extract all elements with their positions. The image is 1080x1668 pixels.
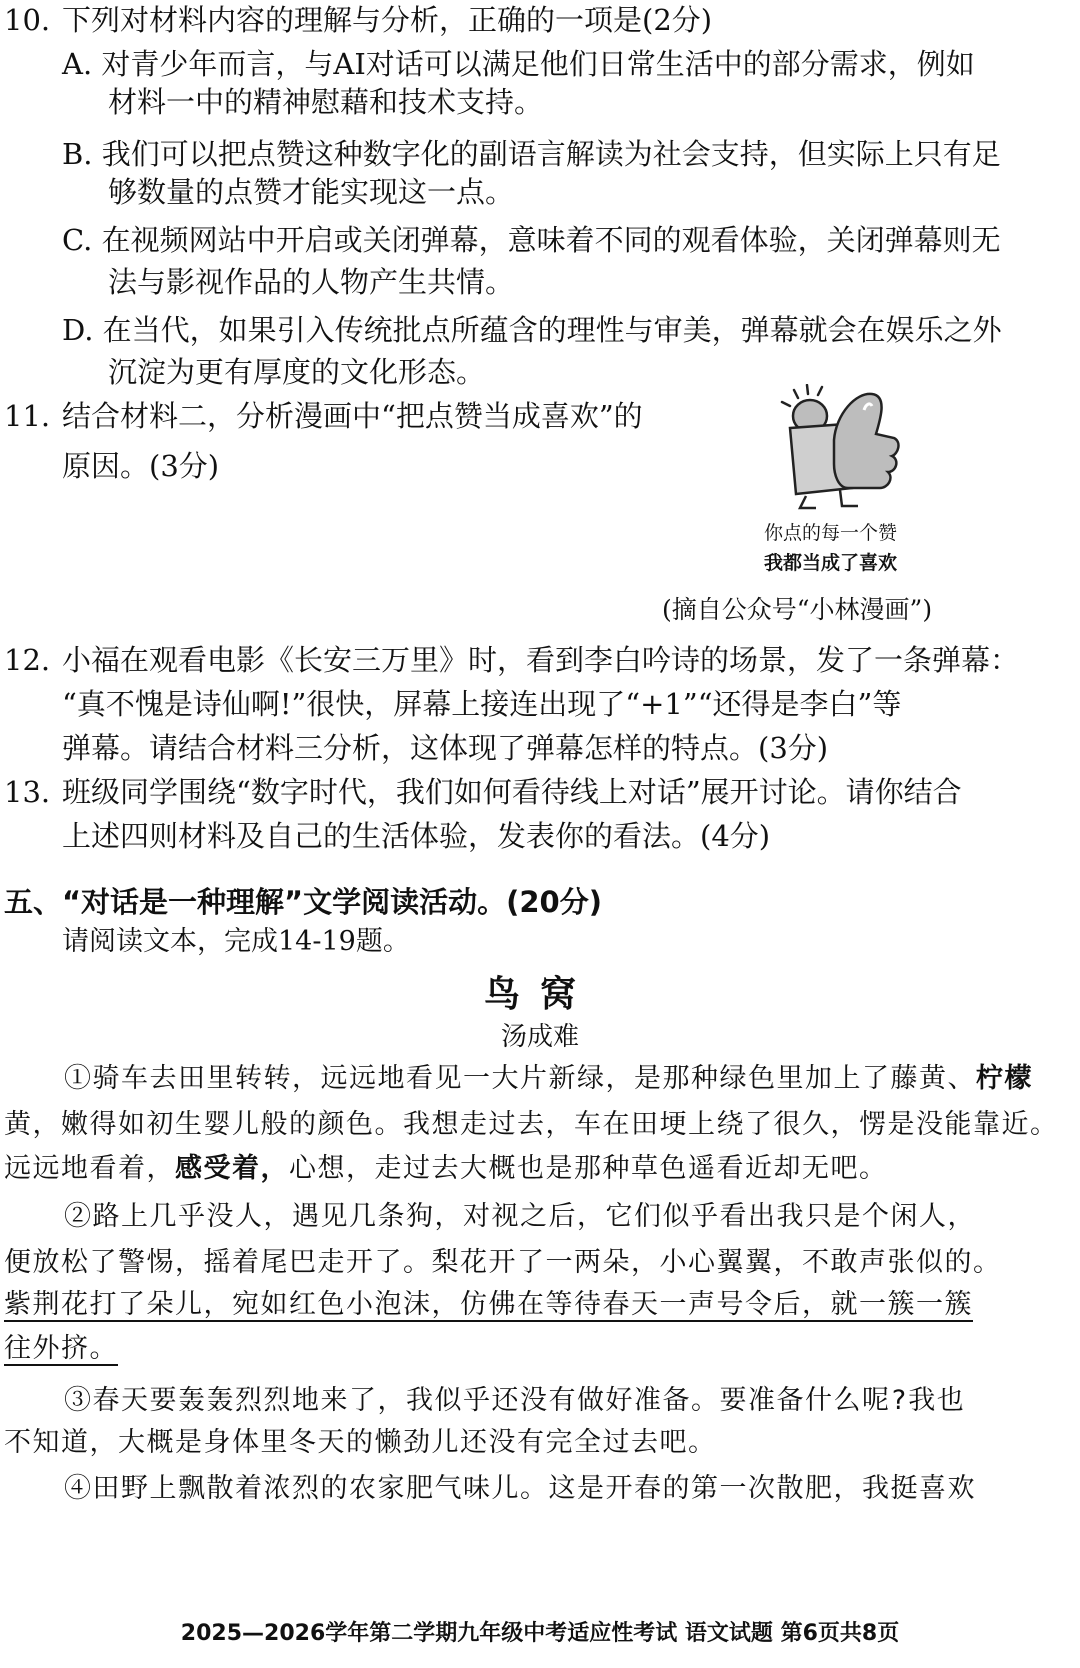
question-text-line-2: 上述四则材料及自己的生活体验，发表你的看法。(4分) xyxy=(62,819,771,853)
option-c-line-1: C. 在视频网站中开启或关闭弹幕，意味着不同的观看体验，关闭弹幕则无 xyxy=(62,223,1001,257)
paragraph-line: ③春天要轰轰烈烈地来了，我似乎还没有做好准备。要准备什么呢?我也 xyxy=(64,1385,966,1416)
bold-text: 感受着， xyxy=(175,1153,289,1184)
cartoon-thumbs-up-image xyxy=(776,384,906,514)
question-text-line-1: 结合材料二，分析漫画中“把点赞当成喜欢”的 xyxy=(62,399,643,433)
question-text-line-2: “真不愧是诗仙啊!”很快，屏幕上接连出现了“+1”“还得是李白”等 xyxy=(62,687,902,721)
option-b-line-1: B. 我们可以把点赞这种数字化的副语言解读为社会支持，但实际上只有足 xyxy=(62,137,1001,171)
paragraph-line: ②路上几乎没人，遇见几条狗，对视之后，它们似乎看出我只是个闲人， xyxy=(64,1201,976,1232)
article-title: 鸟窝 xyxy=(483,973,596,1015)
underlined-sentence-line-2: 往外挤。 xyxy=(4,1333,118,1364)
paragraph-text: ①骑车去田里转转，远远地看见一大片新绿，是那种绿色里加上了藤黄、 xyxy=(64,1063,976,1094)
option-d-line-1: D. 在当代，如果引入传统批点所蕴含的理性与审美，弹幕就会在娱乐之外 xyxy=(62,313,1002,347)
section-heading: 五、“对话是一种理解”文学阅读活动。(20分) xyxy=(4,885,602,919)
page-footer: 2025—2026学年第二学期九年级中考适应性考试 语文试题 第6页共8页 xyxy=(180,1621,900,1646)
paragraph-line: ④田野上飘散着浓烈的农家肥气味儿。这是开春的第一次散肥，我挺喜欢 xyxy=(64,1473,976,1504)
underlined-sentence-line-1: 紫荆花打了朵儿，宛如红色小泡沫，仿佛在等待春天一声号令后，就一簇一簇 xyxy=(4,1289,973,1320)
question-text-line-3: 弹幕。请结合材料三分析，这体现了弹幕怎样的特点。(3分) xyxy=(62,731,829,765)
paragraph-text: 心想，走过去大概也是那种草色遥看近却无吧。 xyxy=(289,1153,888,1184)
section-instruction: 请阅读文本，完成14-19题。 xyxy=(62,926,410,957)
cartoon-caption-line-2: 我都当成了喜欢 xyxy=(764,552,898,574)
paragraph-line xyxy=(64,1056,1033,1102)
question-number: 12. xyxy=(4,643,51,677)
question-number: 10. xyxy=(4,3,51,37)
option-a-line-2: 材料一中的精神慰藉和技术支持。 xyxy=(108,85,544,119)
question-text-line-2: 原因。(3分) xyxy=(62,449,220,483)
question-text-line-1: 班级同学围绕“数字时代，我们如何看待线上对话”展开讨论。请你结合 xyxy=(62,775,962,809)
option-a-line-1: A. 对青少年而言，与AI对话可以满足他们日常生活中的部分需求，例如 xyxy=(62,47,975,81)
paragraph-line: 便放松了警惕，摇着尾巴走开了。梨花开了一两朵，小心翼翼，不敢声张似的。 xyxy=(4,1247,1002,1278)
bold-text: 柠檬 xyxy=(976,1063,1033,1094)
cartoon-source: (摘自公众号“小林漫画”) xyxy=(662,595,933,624)
option-c-line-2: 法与影视作品的人物产生共情。 xyxy=(108,265,515,299)
paragraph-line xyxy=(4,1146,888,1192)
article-author: 汤成难 xyxy=(500,1022,579,1052)
paragraph-line: 黄，嫩得如初生婴儿般的颜色。我想走过去，车在田埂上绕了很久，愣是没能靠近。 xyxy=(4,1109,1059,1140)
question-text-line-1: 小福在观看电影《长安三万里》时，看到李白吟诗的场景，发了一条弹幕： xyxy=(62,643,1020,677)
cartoon-caption-line-1: 你点的每一个赞 xyxy=(764,522,898,544)
paragraph-line: 不知道，大概是身体里冬天的懒劲儿还没有完全过去吧。 xyxy=(4,1427,717,1458)
question-number: 11. xyxy=(4,399,51,433)
paragraph-text: 远远地看着， xyxy=(4,1153,175,1184)
option-d-line-2: 沉淀为更有厚度的文化形态。 xyxy=(108,355,486,389)
question-number: 13. xyxy=(4,775,51,809)
question-stem: 下列对材料内容的理解与分析，正确的一项是(2分) xyxy=(62,3,713,37)
option-b-line-2: 够数量的点赞才能实现这一点。 xyxy=(108,175,515,209)
